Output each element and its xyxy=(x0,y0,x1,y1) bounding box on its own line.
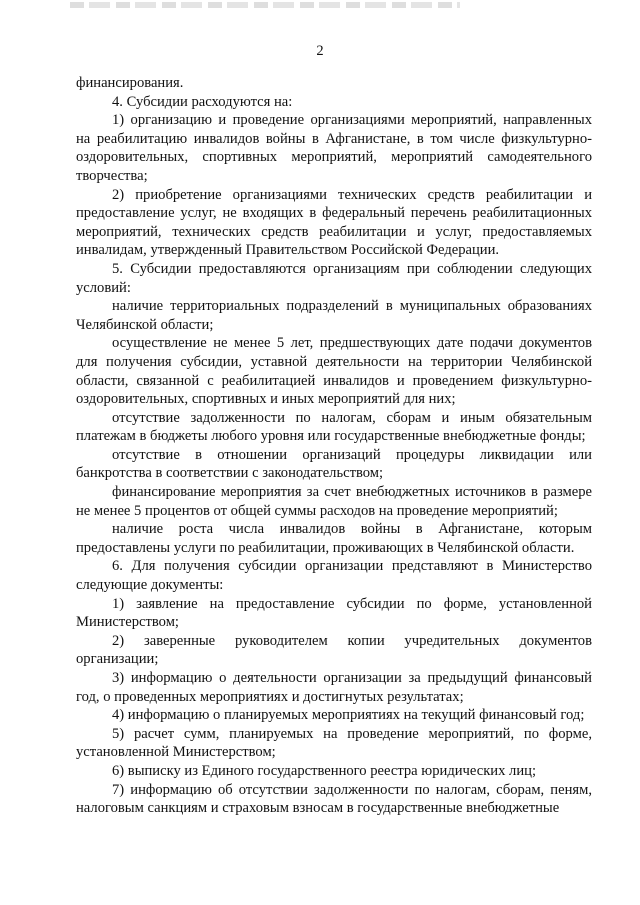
paragraph: осуществление не менее 5 лет, предшествующих дате подачи документов для получения субсидии, уставной деятельности на территории Челябинской области, связанной с реабилитацией инвалидов и проведением физкультурно-оздоровительных, спортивных и иных мероприятий для них; xyxy=(76,335,592,408)
paragraph: 6. Для получения субсидии организации представляют в Министерство следующие документы: xyxy=(76,558,592,594)
document-body xyxy=(76,74,592,818)
paragraph: 4. Субсидии расходуются на: xyxy=(112,93,293,110)
paragraph: 3) информацию о деятельности организации за предыдущий финансовый год, о проведенных мероприятиях и достигнутых результатах; xyxy=(76,670,592,705)
paragraph: 7) информацию об отсутствии задолженности по налогам, сборам, пеням, налоговым санкциям и страховым взносам в государственные внебюджетные xyxy=(76,781,592,817)
paragraph: наличие роста числа инвалидов войны в Афганистане, которым предоставлены услуги по реабилитации, проживающих в Челябинской области. xyxy=(76,521,592,556)
paragraph: наличие территориальных подразделений в муниципальных образованиях Челябинской области; xyxy=(76,298,592,333)
paragraph: 5. Субсидии предоставляются организациям при соблюдении следующих условий: xyxy=(76,260,592,296)
paragraph: 4) информацию о планируемых мероприятиях на текущий финансовый год; xyxy=(112,707,585,724)
scan-header-artifact xyxy=(70,2,460,8)
paragraph: отсутствие в отношении организаций процедуры ликвидации или банкротства в соответствии с законодательством; xyxy=(76,446,592,482)
paragraph: 1) заявление на предоставление субсидии по форме, установленной Министерством; xyxy=(76,595,592,631)
paragraph: финансирования. xyxy=(76,75,184,91)
paragraph: 2) приобретение организациями технических средств реабилитации и предоставление услуг, не входящих в федеральный перечень реабилитационных мероприятий, технических средств реабилитации и услуг, предоставляемых инвалидам, утвержденный Правительством Российской Федерации. xyxy=(76,186,592,259)
paragraph: 5) расчет сумм, планируемых на проведение мероприятий, по форме, установленной Министерством; xyxy=(76,725,592,761)
paragraph: финансирование мероприятия за счет внебюджетных источников в размере не менее 5 процентов от общей суммы расходов на проведение мероприятий; xyxy=(76,484,592,519)
paragraph: 6) выписку из Единого государственного реестра юридических лиц; xyxy=(112,762,537,779)
paragraph: 2) заверенные руководителем копии учредительных документов организации; xyxy=(76,632,592,668)
paragraph: отсутствие задолженности по налогам, сборам и иным обязательным платежам в бюджеты любого уровня или государственные внебюджетные фонды; xyxy=(76,409,592,445)
page-number: 2 xyxy=(316,43,324,59)
paragraph: 1) организацию и проведение организациями мероприятий, направленных на реабилитацию инвалидов войны в Афганистане, в том числе физкультурно-оздоровительных, спортивных мероприятий, мероприятий самодеятельного творчества; xyxy=(76,112,592,184)
